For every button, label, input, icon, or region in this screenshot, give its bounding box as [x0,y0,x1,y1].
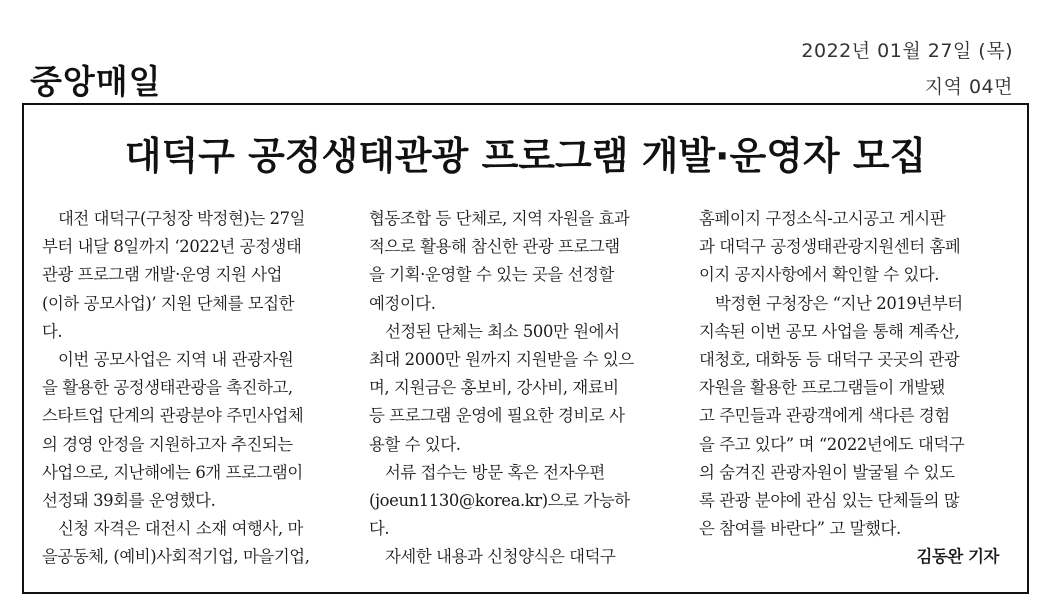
text-line: 은 참여를 바란다” 고 말했다. [699,519,901,539]
text-line: 대청호, 대화동 등 대덕구 곳곳의 관광 [699,350,960,370]
text-line: 의 경영 안정을 지원하고자 추진되는 [42,434,293,454]
text-line: 서류 접수는 방문 혹은 전자우편 [369,462,605,482]
text-line: 을 주고 있다” 며 “2022년에도 대덕구 [699,434,965,454]
text-line: 최대 2000만 원까지 지원받을 수 있으 [369,350,634,370]
text-line: (이하 공모사업)’ 지원 단체를 모집한 [42,293,295,313]
email-address-line: (joeun1130@korea.kr)으로 가능하 [369,491,630,511]
text-line: 지속된 이번 공모 사업을 통해 계족산, [699,321,960,341]
text-line: 사업으로, 지난해에는 6개 프로그램이 [42,462,303,482]
text-line: 박정현 구청장은 “지난 2019년부터 [699,293,963,313]
issue-date: 2022년 01월 27일 (목) [801,40,1013,62]
text-line: 자원을 활용한 프로그램들이 개발됐 [699,378,945,398]
text-line: 관광 프로그램 개발·운영 지원 사업 [42,265,283,285]
text-line: 고 주민들과 관광객에게 색다른 경험 [699,406,950,426]
text-line: 과 대덕구 공정생태관광지원센터 홈페 [699,237,961,257]
newspaper-logo: 중앙매일 [30,62,162,101]
text-line: 용할 수 있다. [369,434,461,454]
article-column-3 [699,205,999,572]
text-line: 등 프로그램 운영에 필요한 경비로 사 [369,406,625,426]
text-line: 적으로 활용해 참신한 관광 프로그램 [369,237,620,257]
article-column-2 [369,205,669,572]
text-line: 선정돼 39회를 운영했다. [42,491,216,511]
text-line: 이번 공모사업은 지역 내 관광자원 [42,350,294,370]
text-line: 자세한 내용과 신청양식은 대덕구 [369,547,616,567]
article-byline: 김동완 기자 [916,547,999,567]
text-line: 을공동체, (예비)사회적기업, 마을기업, [42,547,310,567]
text-line: 이지 공지사항에서 확인할 수 있다. [699,265,940,285]
text-line: 다. [42,321,63,341]
text-line: 을 기획·운영할 수 있는 곳을 선정할 [369,265,614,285]
text-line: 협동조합 등 단체로, 지역 자원을 효과 [369,209,630,228]
text-line: 며, 지원금은 홍보비, 강사비, 재료비 [369,378,619,398]
article-column-1 [42,205,342,572]
text-line: 예정이다. [369,293,436,313]
text-line: 을 활용한 공정생태관광을 촉진하고, [42,378,293,398]
page-section-label: 지역 04면 [924,76,1013,98]
article-box [22,103,1029,594]
text-line: 부터 내달 8일까지 ‘2022년 공정생태 [42,237,302,257]
article-headline: 대덕구 공정생태관광 프로그램 개발·운영자 모집 [124,134,927,178]
text-line: 의 숨겨진 관광자원이 발굴될 수 있도 [699,462,955,482]
text-line: 록 관광 분야에 관심 있는 단체들의 많 [699,491,960,511]
text-line: 스타트업 단계의 관광분야 주민사업체 [42,406,304,426]
text-line: 대전 대덕구(구청장 박정현)는 27일 [42,209,306,228]
text-line: 홈페이지 구정소식-고시공고 게시판 [699,209,946,228]
text-line: 다. [369,519,390,539]
text-line: 선정된 단체는 최소 500만 원에서 [369,321,620,341]
text-line: 신청 자격은 대전시 소재 여행사, 마 [42,519,303,539]
